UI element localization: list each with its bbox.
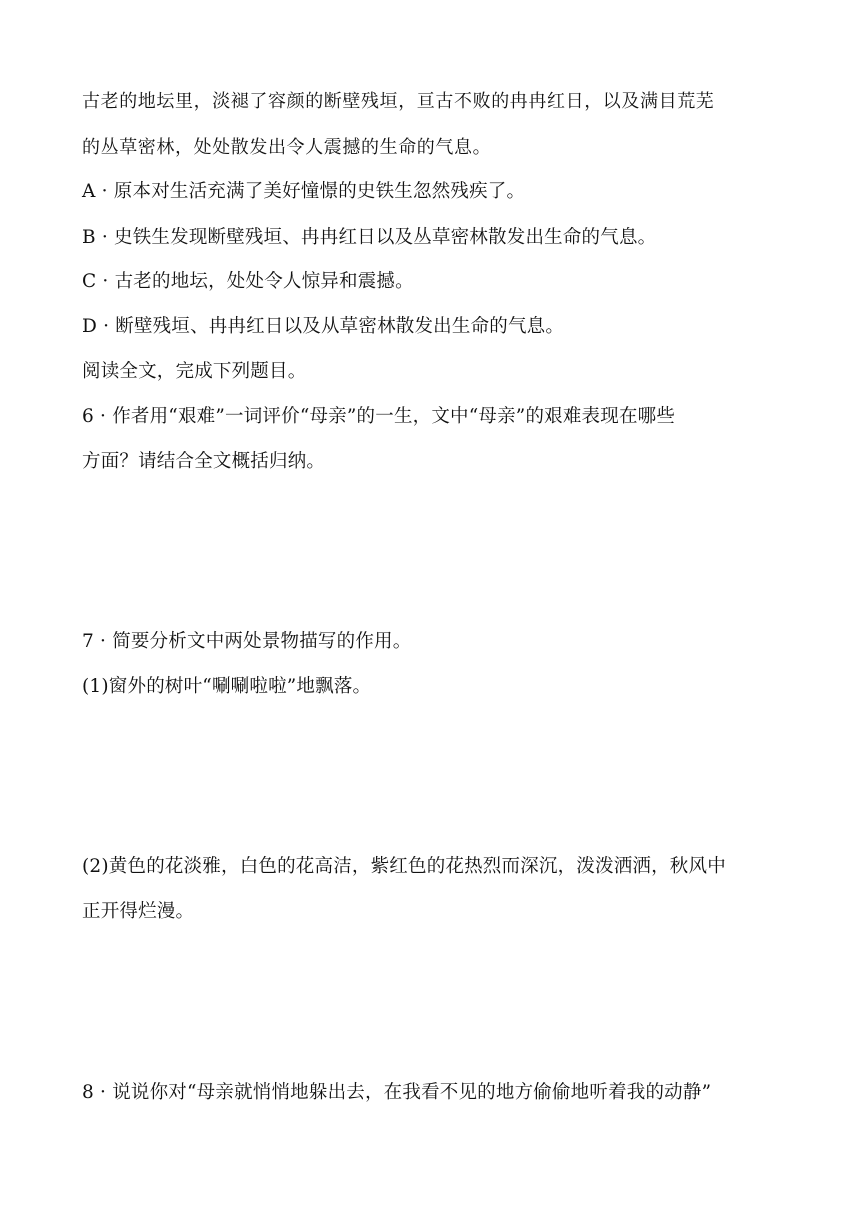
question-6-line-2: 方面？请结合全文概括归纳。 (82, 451, 326, 472)
question-7-sub-1: (1)窗外的树叶“唰唰啦啦”地飘落。 (82, 676, 372, 697)
question-7-sub-2-line-2: 正开得烂漫。 (82, 901, 195, 922)
option-c: C · 古老的地坛，处处令人惊异和震撼。 (82, 271, 414, 292)
reading-instruction: 阅读全文，完成下列题目。 (82, 361, 307, 382)
question-7-stem: 7 · 简要分析文中两处景物描写的作用。 (82, 631, 412, 652)
question-7-sub-2-line-1: (2)黄色的花淡雅，白色的花高洁，紫红色的花热烈而深沉，泼泼洒洒，秋风中 (82, 856, 726, 877)
question-8-line-1: 8 · 说说你对“母亲就悄悄地躲出去，在我看不见的地方偷偷地听着我的动静” (82, 1082, 712, 1103)
passage-line-2: 的丛草密林，处处散发出令人震撼的生命的气息。 (82, 137, 492, 158)
question-6-line-1: 6 · 作者用“艰难”一词评价“母亲”的一生，文中“母亲”的艰难表现在哪些 (82, 406, 676, 427)
passage-line-1: 古老的地坛里，淡褪了容颜的断壁残垣，亘古不败的冉冉红日，以及满目荒芜 (82, 91, 715, 112)
option-b: B · 史铁生发现断壁残垣、冉冉红日以及丛草密林散发出生命的气息。 (82, 227, 657, 248)
option-d: D · 断壁残垣、冉冉红日以及从草密林散发出生命的气息。 (82, 316, 565, 337)
option-a: A · 原本对生活充满了美好憧憬的史铁生忽然残疾了。 (82, 181, 526, 202)
